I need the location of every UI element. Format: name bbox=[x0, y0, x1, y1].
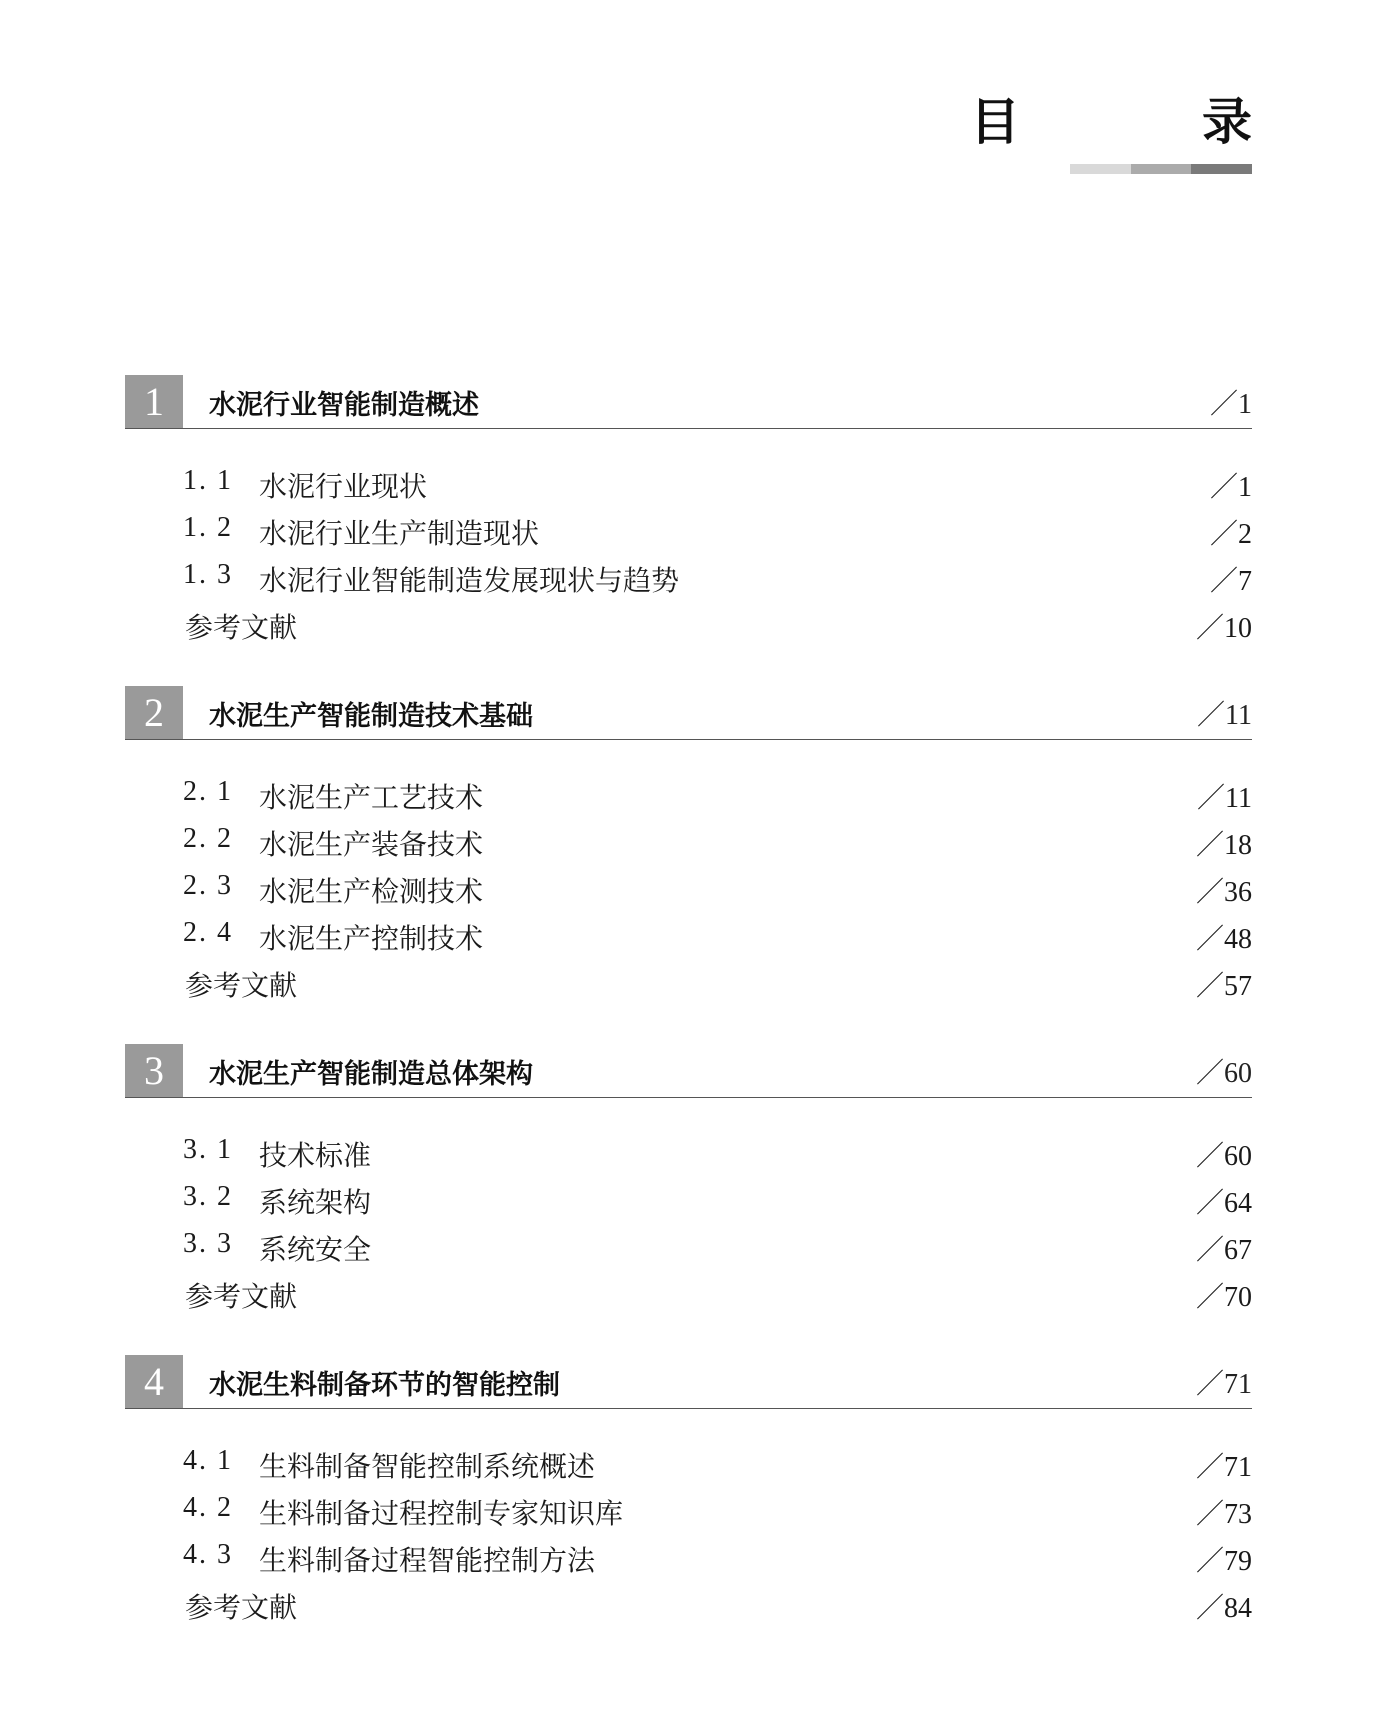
section-title: 水泥行业生产制造现状 bbox=[259, 517, 540, 550]
section-page-number: ／11 bbox=[1197, 783, 1252, 814]
section-entry[interactable] bbox=[125, 817, 1252, 864]
section-entry[interactable] bbox=[125, 1175, 1252, 1222]
section-number: 3. 2 bbox=[183, 1181, 233, 1212]
section-title: 生料制备智能控制系统概述 bbox=[259, 1450, 596, 1483]
section-entry[interactable] bbox=[125, 553, 1252, 600]
section-page-number: ／73 bbox=[1195, 1499, 1252, 1530]
chapter-3 bbox=[125, 1041, 1252, 1316]
chapter-4 bbox=[125, 1352, 1252, 1627]
chapter-heading[interactable] bbox=[125, 1352, 1252, 1409]
chapter-title: 水泥生产智能制造技术基础 bbox=[209, 701, 533, 732]
section-entry[interactable] bbox=[125, 911, 1252, 958]
references-title: 参考文献 bbox=[185, 969, 298, 1002]
title-underline-bar bbox=[1070, 164, 1252, 174]
section-list bbox=[125, 740, 1252, 1005]
table-of-contents bbox=[125, 372, 1252, 1663]
chapter-heading[interactable] bbox=[125, 683, 1252, 740]
references-title: 参考文献 bbox=[185, 611, 298, 644]
section-title: 水泥生产控制技术 bbox=[259, 922, 484, 955]
references-page-number: ／57 bbox=[1195, 971, 1252, 1002]
section-list bbox=[125, 1098, 1252, 1316]
chapter-heading[interactable] bbox=[125, 372, 1252, 429]
references-title: 参考文献 bbox=[185, 1280, 298, 1313]
section-number: 2. 1 bbox=[183, 776, 233, 807]
references-page-number: ／10 bbox=[1195, 613, 1252, 644]
section-number: 2. 4 bbox=[183, 917, 233, 948]
section-page-number: ／71 bbox=[1195, 1452, 1252, 1483]
references-page-number: ／70 bbox=[1195, 1282, 1252, 1313]
chapter-number-badge: 2 bbox=[125, 686, 183, 739]
chapter-number-badge: 3 bbox=[125, 1044, 183, 1097]
section-page-number: ／36 bbox=[1195, 877, 1252, 908]
section-number: 4. 3 bbox=[183, 1539, 233, 1570]
section-number: 1. 1 bbox=[183, 465, 233, 496]
chapter-2 bbox=[125, 683, 1252, 1005]
section-title: 技术标准 bbox=[259, 1139, 372, 1172]
section-title: 水泥生产检测技术 bbox=[259, 875, 484, 908]
chapter-number-badge: 1 bbox=[125, 375, 183, 428]
section-title: 系统架构 bbox=[259, 1186, 372, 1219]
section-number: 1. 2 bbox=[183, 512, 233, 543]
section-page-number: ／48 bbox=[1195, 924, 1252, 955]
section-entry[interactable] bbox=[125, 1128, 1252, 1175]
section-title: 水泥行业现状 bbox=[259, 470, 428, 503]
title-bar-segment-dark bbox=[1191, 164, 1252, 174]
page-title: 目 录 bbox=[970, 93, 1318, 151]
section-entry[interactable] bbox=[125, 506, 1252, 553]
chapter-heading[interactable] bbox=[125, 1041, 1252, 1098]
section-page-number: ／2 bbox=[1209, 519, 1252, 550]
section-title: 生料制备过程控制专家知识库 bbox=[259, 1497, 624, 1530]
section-title: 水泥生产装备技术 bbox=[259, 828, 484, 861]
title-bar-segment-mid bbox=[1131, 164, 1192, 174]
section-list bbox=[125, 1409, 1252, 1627]
chapter-1 bbox=[125, 372, 1252, 647]
section-title: 生料制备过程智能控制方法 bbox=[259, 1544, 596, 1577]
section-entry[interactable] bbox=[125, 864, 1252, 911]
section-entry[interactable] bbox=[125, 1533, 1252, 1580]
references-entry[interactable] bbox=[125, 600, 1252, 647]
section-entry[interactable] bbox=[125, 459, 1252, 506]
section-number: 1. 3 bbox=[183, 559, 233, 590]
chapter-title: 水泥生产智能制造总体架构 bbox=[209, 1059, 533, 1090]
section-page-number: ／79 bbox=[1195, 1546, 1252, 1577]
chapter-page-number: ／71 bbox=[1195, 1369, 1252, 1400]
section-title: 水泥行业智能制造发展现状与趋势 bbox=[259, 564, 680, 597]
section-list bbox=[125, 429, 1252, 647]
section-entry[interactable] bbox=[125, 1222, 1252, 1269]
section-title: 系统安全 bbox=[259, 1233, 372, 1266]
chapter-page-number: ／60 bbox=[1195, 1058, 1252, 1089]
chapter-page-number: ／11 bbox=[1197, 700, 1252, 731]
section-number: 4. 1 bbox=[183, 1445, 233, 1476]
section-number: 2. 3 bbox=[183, 870, 233, 901]
references-entry[interactable] bbox=[125, 958, 1252, 1005]
references-entry[interactable] bbox=[125, 1269, 1252, 1316]
section-number: 4. 2 bbox=[183, 1492, 233, 1523]
section-entry[interactable] bbox=[125, 770, 1252, 817]
section-entry[interactable] bbox=[125, 1439, 1252, 1486]
title-bar-segment-light bbox=[1070, 164, 1131, 174]
section-number: 3. 1 bbox=[183, 1134, 233, 1165]
section-number: 3. 3 bbox=[183, 1228, 233, 1259]
chapter-page-number: ／1 bbox=[1209, 389, 1252, 420]
section-title: 水泥生产工艺技术 bbox=[259, 781, 484, 814]
references-entry[interactable] bbox=[125, 1580, 1252, 1627]
section-page-number: ／64 bbox=[1195, 1188, 1252, 1219]
chapter-title: 水泥行业智能制造概述 bbox=[209, 390, 479, 421]
section-page-number: ／60 bbox=[1195, 1141, 1252, 1172]
chapter-number-badge: 4 bbox=[125, 1355, 183, 1408]
section-number: 2. 2 bbox=[183, 823, 233, 854]
section-page-number: ／1 bbox=[1209, 472, 1252, 503]
references-page-number: ／84 bbox=[1195, 1593, 1252, 1624]
section-page-number: ／67 bbox=[1195, 1235, 1252, 1266]
references-title: 参考文献 bbox=[185, 1591, 298, 1624]
chapter-title: 水泥生料制备环节的智能控制 bbox=[209, 1370, 560, 1401]
section-page-number: ／18 bbox=[1195, 830, 1252, 861]
section-page-number: ／7 bbox=[1209, 566, 1252, 597]
section-entry[interactable] bbox=[125, 1486, 1252, 1533]
